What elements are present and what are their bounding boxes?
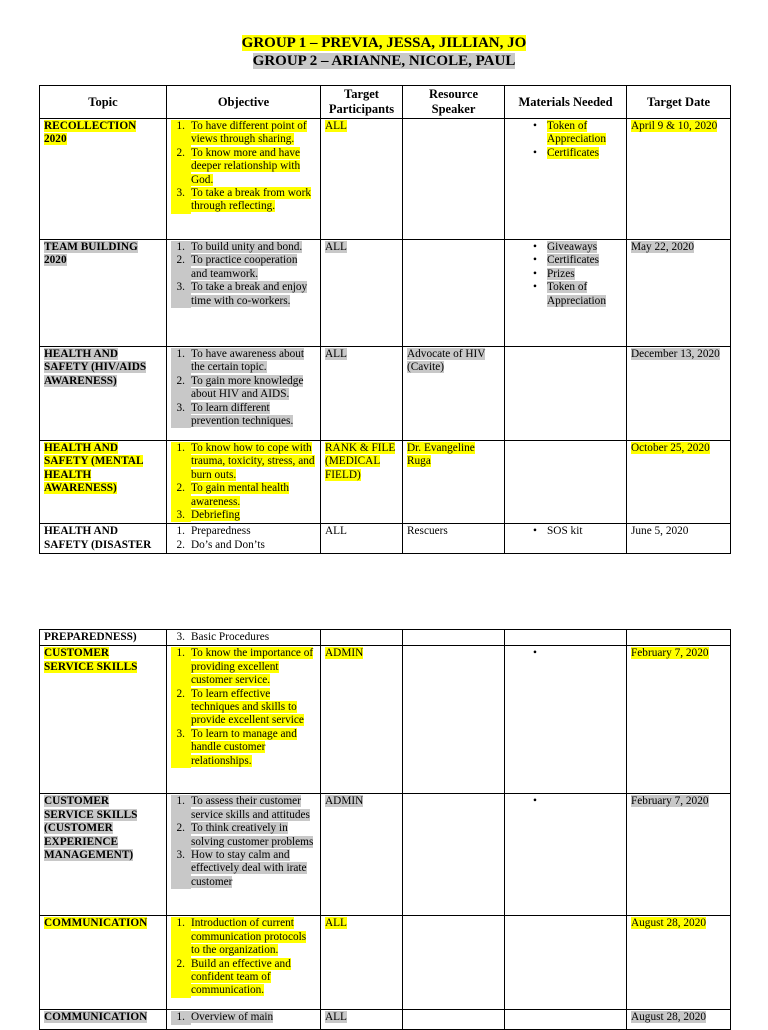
topic-line: TEAM BUILDING xyxy=(44,241,138,253)
objective-cell xyxy=(167,630,321,646)
date-cell xyxy=(627,524,731,554)
objective-item xyxy=(171,631,316,644)
objective-number: 2. xyxy=(171,254,191,281)
participants-cell xyxy=(321,347,403,441)
objective-item xyxy=(171,1011,316,1024)
objective-number: 1. xyxy=(171,795,191,822)
objective-text: To take a break and enjoy time with co-workers. xyxy=(191,281,308,307)
participants-text: ALL xyxy=(325,241,347,253)
objective-item xyxy=(171,482,316,509)
participants-cell xyxy=(321,524,403,554)
participants-text: ALL xyxy=(325,917,347,930)
objective-text: To learn effective techniques and skills to provide excellent service xyxy=(191,687,304,727)
objective-item xyxy=(171,849,316,889)
materials-cell xyxy=(505,794,627,916)
material-text: Certificates xyxy=(547,254,600,267)
topic-line: 2020 xyxy=(44,133,67,146)
topic-line: COMMUNICATION xyxy=(44,1011,148,1024)
header-materials-needed: Materials Needed xyxy=(505,86,627,119)
speaker-cell xyxy=(403,1010,505,1030)
objective-text: To learn different prevention techniques. xyxy=(191,401,294,428)
objective-item xyxy=(171,120,316,147)
participants-cell xyxy=(321,916,403,1010)
topic-cell xyxy=(40,441,167,524)
topic-line: COMMUNICATION xyxy=(44,917,148,930)
objective-item xyxy=(171,647,316,687)
header-target-date: Target Date xyxy=(627,86,731,119)
objective-cell xyxy=(167,646,321,794)
date-text: October 25, 2020 xyxy=(631,442,710,454)
material-item xyxy=(509,120,622,147)
participants-cell xyxy=(321,630,403,646)
participants-cell xyxy=(321,119,403,240)
table-row xyxy=(40,630,731,646)
topic-line: SAFETY (DISASTER xyxy=(44,538,152,551)
objective-item xyxy=(171,917,316,957)
material-item xyxy=(509,147,622,160)
topic-cell xyxy=(40,524,167,554)
training-plan-table-page1 xyxy=(39,85,731,554)
objective-text: To know more and have deeper relationship with God. xyxy=(191,146,301,186)
materials-cell xyxy=(505,240,627,347)
speaker-cell xyxy=(403,240,505,347)
participants-text: ALL xyxy=(325,120,347,132)
material-item xyxy=(509,254,622,267)
material-text: Token of Appreciation xyxy=(547,281,606,307)
objective-item xyxy=(171,254,316,281)
table-row xyxy=(40,646,731,794)
objective-number: 1. xyxy=(171,120,191,147)
materials-cell xyxy=(505,524,627,554)
topic-cell xyxy=(40,646,167,794)
objective-item xyxy=(171,375,316,402)
objective-number: 2. xyxy=(171,958,191,998)
objective-cell xyxy=(167,119,321,240)
materials-cell xyxy=(505,119,627,240)
objective-cell xyxy=(167,1010,321,1030)
speaker-cell xyxy=(403,524,505,554)
topic-line: HEALTH AND xyxy=(44,525,118,538)
table-row xyxy=(40,794,731,916)
objective-text: To gain mental health awareness. xyxy=(191,482,290,508)
objective-item xyxy=(171,525,316,538)
table-row xyxy=(40,347,731,441)
objective-number: 2. xyxy=(171,688,191,728)
participants-text: ALL xyxy=(325,525,347,538)
date-cell xyxy=(627,240,731,347)
objective-item xyxy=(171,958,316,998)
topic-line: AWARENESS) xyxy=(44,482,117,495)
material-text: Prizes xyxy=(547,267,575,280)
date-text: December 13, 2020 xyxy=(631,348,720,360)
material-item xyxy=(509,281,622,308)
header-target-participants: Target Participants xyxy=(321,86,403,119)
objective-cell xyxy=(167,916,321,1010)
objective-number: 1. xyxy=(171,917,191,957)
bullet-icon: • xyxy=(533,146,537,159)
objective-text: How to stay calm and effectively deal with irate customer xyxy=(191,849,307,888)
bullet-icon: • xyxy=(533,267,537,280)
date-cell xyxy=(627,1010,731,1030)
objective-item xyxy=(171,795,316,822)
bullet-icon: • xyxy=(533,281,537,294)
materials-cell xyxy=(505,916,627,1010)
objective-cell xyxy=(167,240,321,347)
topic-cell xyxy=(40,119,167,240)
topic-line: EXPERIENCE xyxy=(44,835,119,848)
participants-cell xyxy=(321,1010,403,1030)
objective-number: 1. xyxy=(171,241,191,254)
material-text: Giveaways xyxy=(547,241,598,253)
objective-number: 2. xyxy=(171,482,191,509)
topic-cell xyxy=(40,347,167,441)
objective-text: To take a break from work through reflecting. xyxy=(191,187,311,213)
objective-number: 3. xyxy=(171,728,191,768)
date-text: February 7, 2020 xyxy=(631,795,709,808)
topic-cell xyxy=(40,1010,167,1030)
materials-cell xyxy=(505,646,627,794)
topic-line: MANAGEMENT) xyxy=(44,849,134,862)
topic-line: SAFETY (HIV/AIDS xyxy=(44,361,147,374)
objective-text: To know the importance of providing excellent customer service. xyxy=(191,647,314,687)
materials-cell xyxy=(505,347,627,441)
table-row xyxy=(40,240,731,347)
objective-text: To practice cooperation and teamwork. xyxy=(191,254,298,280)
objective-number: 3. xyxy=(171,849,191,889)
topic-cell xyxy=(40,794,167,916)
date-cell xyxy=(627,630,731,646)
objective-text: To learn to manage and handle customer relationships. xyxy=(191,727,297,767)
objective-number: 2. xyxy=(171,147,191,187)
objective-cell xyxy=(167,347,321,441)
date-text: June 5, 2020 xyxy=(631,525,689,538)
objective-text: Introduction of current communication protocols to the organization. xyxy=(191,917,307,957)
table-row xyxy=(40,916,731,1010)
objective-text: To build unity and bond. xyxy=(191,241,303,253)
topic-line: SERVICE SKILLS xyxy=(44,660,138,673)
topic-cell xyxy=(40,916,167,1010)
topic-line: HEALTH AND xyxy=(44,348,118,360)
bullet-icon: • xyxy=(533,120,537,132)
objective-number: 2. xyxy=(176,538,185,551)
objective-item xyxy=(171,509,316,522)
objective-text: To gain more knowledge about HIV and AIDS. xyxy=(191,374,304,401)
training-plan-table-page2 xyxy=(39,629,731,1030)
objective-item xyxy=(171,402,316,429)
objective-text: Preparedness xyxy=(191,525,251,538)
topic-line: HEALTH xyxy=(44,468,92,481)
material-item xyxy=(509,647,622,660)
objective-item xyxy=(171,241,316,254)
bullet-icon: • xyxy=(533,795,537,808)
material-text: SOS kit xyxy=(547,525,583,538)
date-cell xyxy=(627,916,731,1010)
objective-number: 1. xyxy=(176,525,185,538)
speaker-cell xyxy=(403,441,505,524)
bullet-icon: • xyxy=(533,254,537,267)
participants-cell xyxy=(321,646,403,794)
speaker-cell xyxy=(403,646,505,794)
objective-item xyxy=(171,187,316,214)
speaker-cell xyxy=(403,916,505,1010)
speaker-text: Advocate of HIV (Cavite) xyxy=(407,348,486,374)
header-topic: Topic xyxy=(40,86,167,119)
participants-text: ALL xyxy=(325,348,347,360)
table-body-page2 xyxy=(40,630,731,1030)
bullet-icon: • xyxy=(533,241,537,253)
objective-text: To have awareness about the certain topic. xyxy=(191,348,305,374)
objective-item xyxy=(171,688,316,728)
objective-item xyxy=(171,822,316,849)
objective-cell xyxy=(167,794,321,916)
table-body-page1 xyxy=(40,119,731,554)
objective-number: 3. xyxy=(171,509,191,522)
topic-line: PREPAREDNESS) xyxy=(44,631,137,643)
objective-text: Build an effective and confident team of communication. xyxy=(191,957,291,997)
topic-line: 2020 xyxy=(44,254,67,267)
material-text: Certificates xyxy=(547,146,600,159)
date-cell xyxy=(627,794,731,916)
objective-item xyxy=(171,348,316,375)
date-cell xyxy=(627,347,731,441)
speaker-cell xyxy=(403,794,505,916)
date-text: August 28, 2020 xyxy=(631,1011,707,1024)
objective-text: Do’s and Don’ts xyxy=(191,538,265,551)
material-item xyxy=(509,795,622,808)
table-row xyxy=(40,441,731,524)
objective-number: 3. xyxy=(171,402,191,429)
objective-number: 3. xyxy=(176,631,185,643)
topic-line: AWARENESS) xyxy=(44,374,117,387)
objective-item xyxy=(171,147,316,187)
table-row xyxy=(40,524,731,554)
topic-line: SERVICE SKILLS xyxy=(44,808,138,821)
table-row xyxy=(40,1010,731,1030)
topic-cell xyxy=(40,630,167,646)
date-text: February 7, 2020 xyxy=(631,647,709,660)
objective-number: 3. xyxy=(171,187,191,214)
topic-line: RECOLLECTION xyxy=(44,120,137,132)
objective-text: Overview of main xyxy=(191,1011,274,1024)
material-item xyxy=(509,268,622,281)
objective-number: 1. xyxy=(171,647,191,687)
objective-text: Debriefing xyxy=(191,509,240,522)
objective-number: 2. xyxy=(171,375,191,402)
date-cell xyxy=(627,441,731,524)
topic-line: (CUSTOMER xyxy=(44,822,113,835)
objective-text: Basic Procedures xyxy=(191,631,270,643)
participants-cell xyxy=(321,240,403,347)
objective-number: 1. xyxy=(171,348,191,375)
speaker-text: Rescuers xyxy=(407,525,448,538)
topic-line: CUSTOMER xyxy=(44,647,110,660)
topic-cell xyxy=(40,240,167,347)
objective-cell xyxy=(167,441,321,524)
objective-item xyxy=(171,442,316,482)
materials-cell xyxy=(505,441,627,524)
materials-cell xyxy=(505,630,627,646)
group-titles xyxy=(0,34,768,71)
objective-text: To have different point of views through sharing. xyxy=(191,120,307,146)
objective-text: To know how to cope with trauma, toxicity, stress, and burn outs. xyxy=(191,442,315,481)
date-cell xyxy=(627,119,731,240)
participants-text: ALL xyxy=(325,1011,347,1024)
header-objective: Objective xyxy=(167,86,321,119)
header-resource-speaker: Resource Speaker xyxy=(403,86,505,119)
objective-item xyxy=(171,281,316,308)
speaker-cell xyxy=(403,119,505,240)
speaker-text: Dr. Evangeline Ruga xyxy=(407,442,475,468)
header-row xyxy=(40,86,731,119)
participants-cell xyxy=(321,441,403,524)
speaker-cell xyxy=(403,630,505,646)
objective-cell xyxy=(167,524,321,554)
date-cell xyxy=(627,646,731,794)
objective-number: 1. xyxy=(171,1011,191,1024)
group-2-title: GROUP 2 – ARIANNE, NICOLE, PAUL xyxy=(252,53,516,69)
group-1-title: GROUP 1 – PREVIA, JESSA, JILLIAN, JO xyxy=(241,35,527,51)
material-text: Token of Appreciation xyxy=(547,120,606,146)
objective-number: 2. xyxy=(171,822,191,849)
objective-item xyxy=(171,728,316,768)
date-text: August 28, 2020 xyxy=(631,917,707,930)
material-item xyxy=(509,241,622,254)
bullet-icon: • xyxy=(533,525,537,538)
bullet-icon: • xyxy=(533,647,537,660)
topic-line: CUSTOMER xyxy=(44,795,110,808)
objective-number: 3. xyxy=(171,281,191,308)
material-item xyxy=(509,525,622,538)
date-text: April 9 & 10, 2020 xyxy=(631,120,718,132)
objective-number: 1. xyxy=(171,442,191,482)
objective-text: To think creatively in solving customer problems xyxy=(191,822,314,848)
participants-text: ADMIN xyxy=(325,647,364,660)
topic-line: HEALTH AND xyxy=(44,442,118,454)
objective-text: To assess their customer service skills and attitudes xyxy=(191,795,310,821)
participants-text: ADMIN xyxy=(325,795,364,808)
participants-text: RANK & FILE (MEDICAL FIELD) xyxy=(325,442,396,481)
participants-cell xyxy=(321,794,403,916)
topic-line: SAFETY (MENTAL xyxy=(44,455,144,468)
objective-item xyxy=(171,539,316,552)
table-row xyxy=(40,119,731,240)
date-text: May 22, 2020 xyxy=(631,241,695,253)
speaker-cell xyxy=(403,347,505,441)
materials-cell xyxy=(505,1010,627,1030)
